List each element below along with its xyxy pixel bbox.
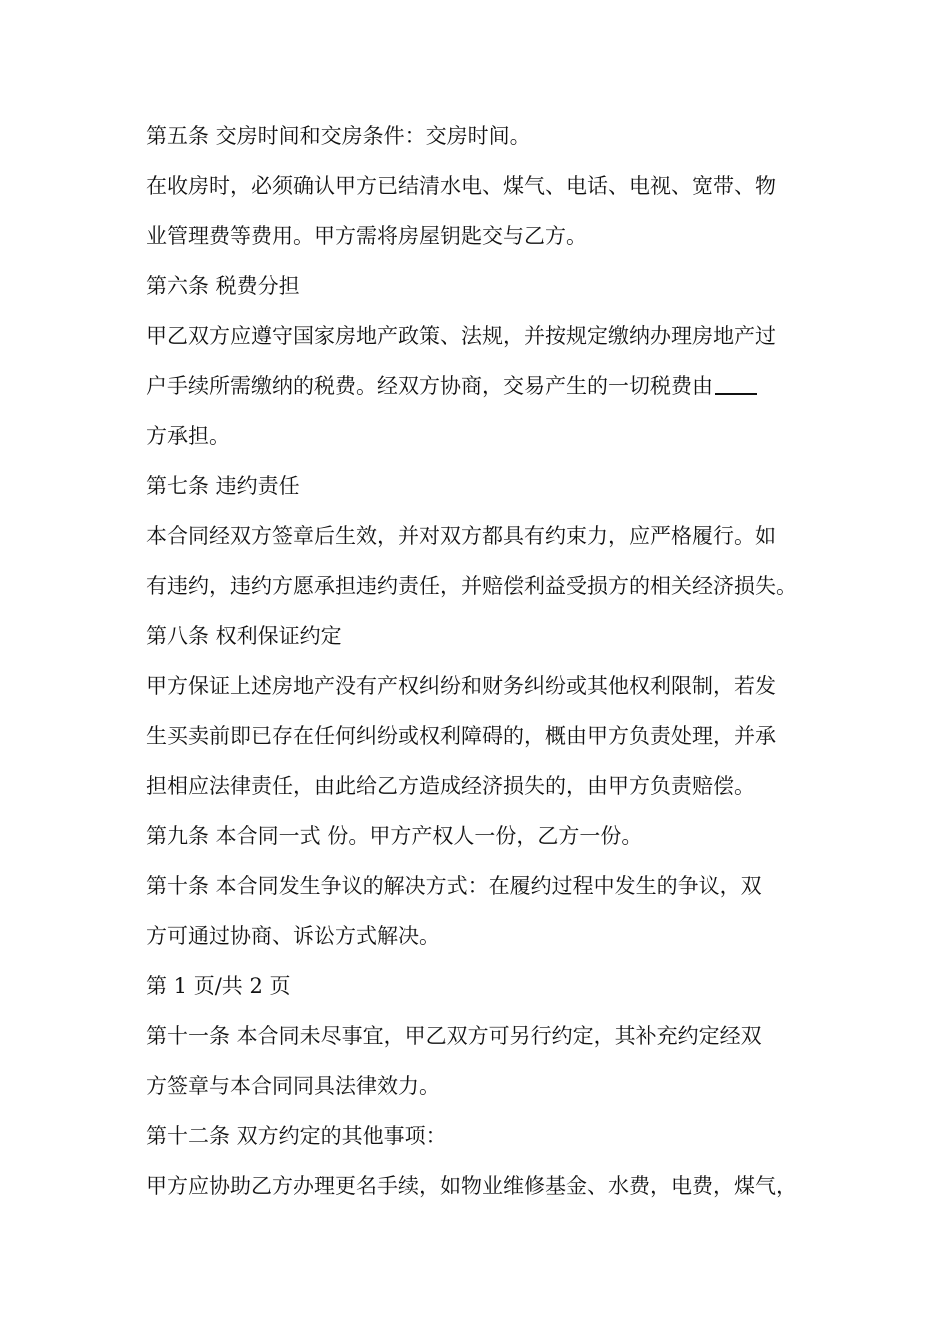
article-6-text-line-1: 甲乙双方应遵守国家房地产政策、法规，并按规定缴纳办理房地产过	[146, 324, 776, 348]
article-5-text-line-2: 业管理费等费用。甲方需将房屋钥匙交与乙方。	[146, 224, 587, 248]
article-6-heading: 第六条 税费分担	[146, 274, 300, 298]
tax-party-blank	[715, 371, 757, 395]
article-8-text-line-2: 生买卖前即已存在任何纠纷或权利障碍的，概由甲方负责处理，并承	[146, 724, 776, 748]
document-body	[146, 118, 810, 1218]
article-11-text-line-2: 方签章与本合同同具法律效力。	[146, 1074, 440, 1098]
article-10-text-line-1: 第十条 本合同发生争议的解决方式：在履约过程中发生的争议，双	[146, 874, 762, 898]
article-12-text-line-1: 甲方应协助乙方办理更名手续，如物业维修基金、水费，电费，煤气，	[146, 1174, 797, 1198]
article-7-text-line-1: 本合同经双方签章后生效，并对双方都具有约束力，应严格履行。如	[146, 524, 776, 548]
article-6-text-line-2-content: 户手续所需缴纳的税费。经双方协商，交易产生的一切税费由	[146, 374, 713, 398]
article-10-text-line-2: 方可通过协商、诉讼方式解决。	[146, 924, 440, 948]
article-5-heading: 第五条 交房时间和交房条件：交房时间。	[146, 124, 531, 148]
article-6-text-line-3: 方承担。	[146, 424, 230, 448]
article-7-text-line-2: 有违约，违约方愿承担违约责任，并赔偿利益受损方的相关经济损失。	[146, 574, 797, 598]
article-11-text-line-1: 第十一条 本合同未尽事宜，甲乙双方可另行约定，其补充约定经双	[146, 1024, 762, 1048]
article-12-heading: 第十二条 双方约定的其他事项：	[146, 1124, 447, 1148]
article-5-text-line-1: 在收房时，必须确认甲方已结清水电、煤气、电话、电视、宽带、物	[146, 174, 776, 198]
article-8-heading: 第八条 权利保证约定	[146, 624, 342, 648]
article-8-text-line-3: 担相应法律责任，由此给乙方造成经济损失的，由甲方负责赔偿。	[146, 774, 755, 798]
page-number: 第 1 页/共 2 页	[146, 974, 291, 998]
article-7-heading: 第七条 违约责任	[146, 474, 300, 498]
article-6-text-line-2	[146, 368, 810, 418]
article-9-text: 第九条 本合同一式 份。甲方产权人一份，乙方一份。	[146, 824, 643, 848]
article-8-text-line-1: 甲方保证上述房地产没有产权纠纷和财务纠纷或其他权利限制，若发	[146, 674, 776, 698]
